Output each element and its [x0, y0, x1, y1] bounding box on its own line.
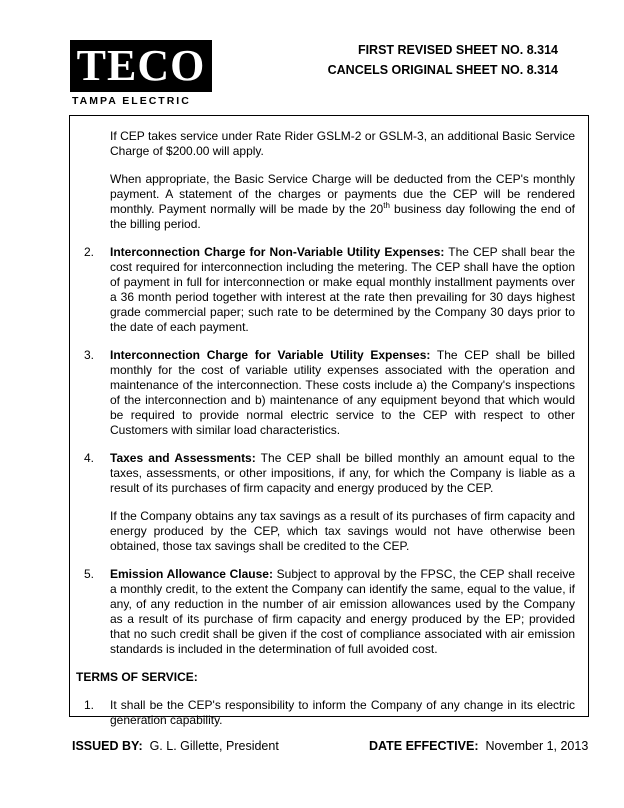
item-sub-paragraph: If the Company obtains any tax savings as a result of its purchases of firm capacity and energy produced by the CEP, which tax savings would not have otherwise been obtained, those tax savings shall be credited to the CEP. [110, 509, 575, 553]
list-item-5 [84, 567, 575, 657]
company-logo [70, 40, 212, 107]
item-body [110, 451, 575, 554]
item-number: 1. [84, 698, 95, 712]
item-body [110, 245, 575, 335]
item-text: Subject to approval by the FPSC, the CEP shall receive a monthly credit, to the extent the Company can identify the same, equal to the value, if any, of any reduction in the number of air emission allowances used by the Company as a result of its purchase of firm capacity and energy produced by the EP; provided that no such credit shall be given if the cost of compliance associated with air emission standards is included in the determination of full avoided cost. [110, 567, 575, 656]
paragraph-gslm: If CEP takes service under Rate Rider GSLM-2 or GSLM-3, an additional Basic Service Charge of $200.00 will apply. [110, 129, 575, 158]
terms-heading: TERMS OF SERVICE: [76, 670, 198, 684]
item-body [110, 348, 575, 438]
terms-item-1 [84, 698, 575, 728]
sheet-number [328, 40, 558, 80]
effective-value: November 1, 2013 [485, 739, 589, 753]
item-title: Interconnection Charge for Non-Variable Utility Expenses: [110, 245, 445, 259]
logo-subtitle: TAMPA ELECTRIC [72, 95, 191, 107]
issued-value: G. L. Gillette, President [149, 739, 279, 753]
item-text: The CEP shall be billed monthly an amount equal to the taxes, assessments, or other impositions, if any, for which the Company is liable as a result of its purchases of firm capacity and energy produced by the CEP. [110, 451, 575, 495]
p2-superscript: th [383, 201, 390, 210]
tariff-content [70, 129, 588, 741]
logo-box [70, 40, 212, 92]
item-number: 2. [84, 245, 95, 259]
item-title: Taxes and Assessments: [110, 451, 256, 465]
list-item-3 [84, 348, 575, 438]
item-title: Interconnection Charge for Variable Utility Expenses: [110, 348, 431, 362]
list-item-4 [84, 451, 575, 554]
p2-text-a: When appropriate, the Basic Service Charge will be deducted from the CEP's monthly payment. A statement of the charges or payments due the CEP will be rendered monthly. Payment normally will be made by the 20 [110, 172, 575, 216]
sheet-line-2: CANCELS ORIGINAL SHEET NO. 8.314 [327, 63, 558, 77]
sheet-line-1: FIRST REVISED SHEET NO. 8.314 [357, 43, 558, 57]
tariff-content-box [69, 115, 589, 727]
item-number: 5. [84, 567, 95, 581]
paragraph-basic-service [110, 172, 575, 232]
effective-label: DATE EFFECTIVE: [369, 739, 479, 753]
item-number: 4. [84, 451, 95, 465]
logo-wordmark: TECO [76, 41, 206, 90]
issued-label: ISSUED BY: [72, 739, 143, 753]
item-body [110, 567, 575, 657]
issued-by [72, 739, 279, 753]
item-title: Emission Allowance Clause: [110, 567, 273, 581]
item-body: It shall be the CEP's responsibility to inform the Company of any change in its electric generation capability. [110, 698, 575, 727]
date-effective [369, 739, 588, 753]
p2-text-b: business day following the end of the billing period. [110, 202, 575, 231]
item-number: 3. [84, 348, 95, 362]
item-text: The CEP shall bear the cost required for interconnection including the metering. The CEP shall have the option of payment in full for interconnection or make equal monthly installment payments over a 36 month period together with interest at the rate then prevailing for 30 days highest grade commercial paper; such rate to be determined by the Company 30 days prior to the date of each payment. [110, 245, 576, 334]
list-item-2 [84, 245, 575, 335]
item-text: The CEP shall be billed monthly for the cost of variable utility expenses associated with the operation and maintenance of the interconnection. These costs include a) the Company's inspections of the interconnection and b) maintenance of any equipment beyond that which would be required to provide normal electric service to the CEP with respect to other Customers with similar load characteristics. [110, 348, 575, 437]
